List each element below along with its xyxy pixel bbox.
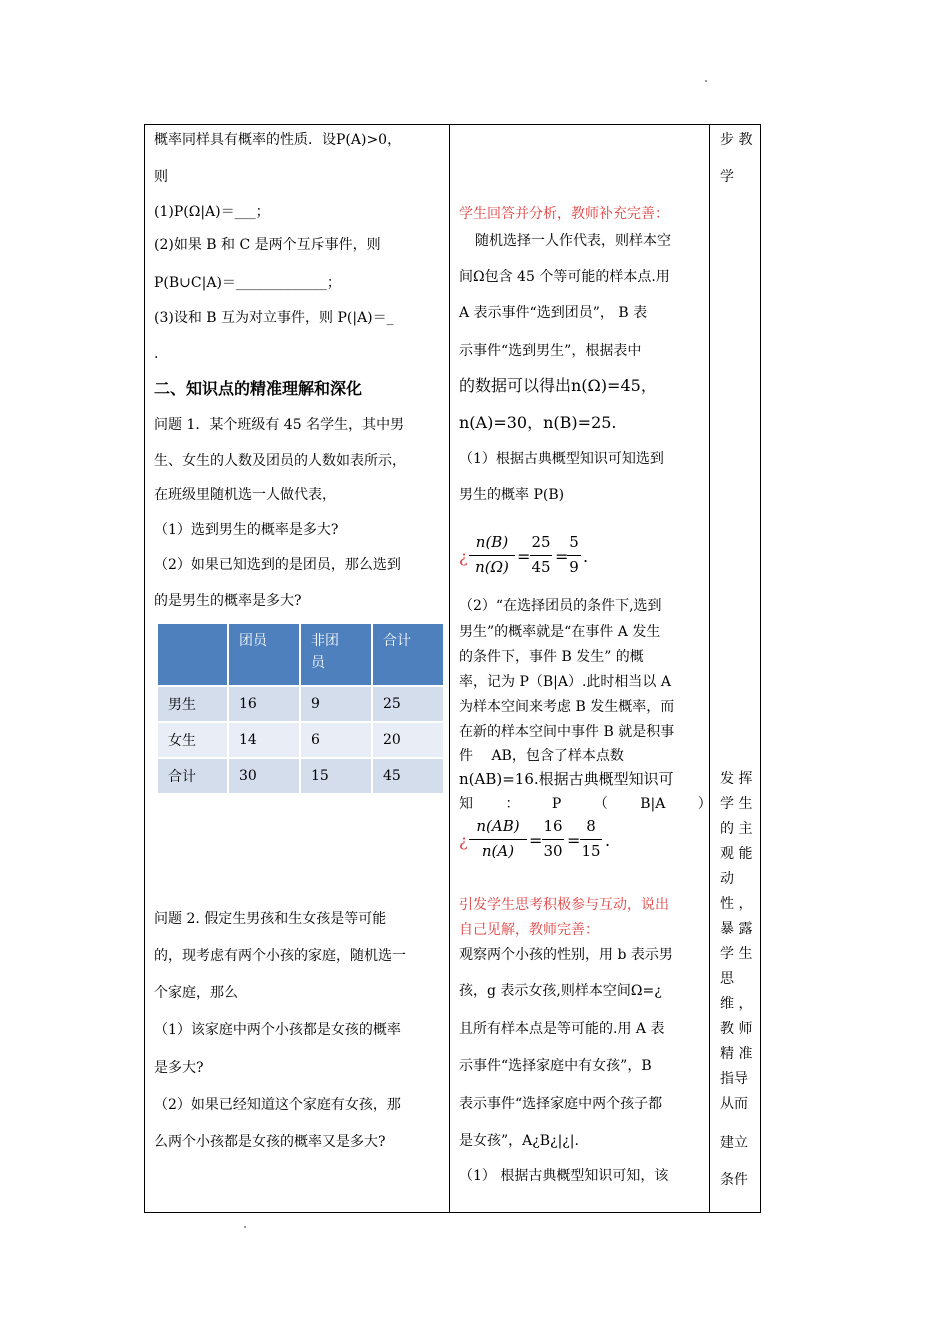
numerator: 5 <box>569 533 579 551</box>
teacher-note-1: 学生回答并分析，教师补充完善： <box>459 206 669 222</box>
answer-2-line-9: 知 ： P （ B|A ） <box>459 796 712 812</box>
denominator: 9 <box>569 558 579 576</box>
intent-line: 暴 露 <box>720 921 753 937</box>
table-row <box>158 687 443 721</box>
table-header-cell <box>158 624 227 685</box>
fraction-bar <box>580 839 602 840</box>
table-header-row <box>158 624 443 685</box>
denominator: 15 <box>581 842 601 860</box>
intent-line: 动 <box>720 871 734 887</box>
intent-line: 精 准 <box>720 1046 753 1062</box>
intent-line: 教 师 <box>720 1021 753 1037</box>
table-cell: 45 <box>373 759 443 793</box>
numerator: n(AB) <box>476 817 520 835</box>
answer-line-5: 的数据可以得出n(Ω)=45， <box>459 376 657 395</box>
table-cell: 女生 <box>158 723 227 757</box>
question-2-sub-2-line-2: 么两个小孩都是女孩的概率又是多大? <box>154 1134 386 1150</box>
question-2-line-1: 问题 2. 假定生男孩和生女孩是等可能 <box>154 911 387 927</box>
numerator: 16 <box>543 817 563 835</box>
table-cell: 合计 <box>158 759 227 793</box>
table-cell: 9 <box>301 687 371 721</box>
intent-top-2: 学 <box>720 169 734 185</box>
question-2-line-2: 的，现考虑有两个小孩的家庭，随机选一 <box>154 948 406 964</box>
answer-line-6: n(A)=30，n(B)=25. <box>459 413 617 432</box>
equals-sign: = <box>567 831 581 850</box>
question-1-sub-2-line-2: 的是男生的概率是多大? <box>154 593 302 609</box>
table-cell: 20 <box>373 723 443 757</box>
teacher-note-2-line-1: 引发学生思考积极参与互动，说出 <box>459 897 669 913</box>
table-cell: 6 <box>301 723 371 757</box>
answer-3-line-6: 是女孩”，A¿B¿|¿|. <box>459 1133 579 1149</box>
answer-3-line-4: 示事件“选择家庭中有女孩”，B <box>459 1058 652 1074</box>
intent-line: 学 生 <box>720 946 753 962</box>
fraction-bar <box>469 555 515 556</box>
formula-prefix: ¿ <box>459 831 468 850</box>
fraction <box>469 817 527 865</box>
header-text: 非团员 <box>311 633 339 671</box>
property-2-line-2: P(B∪C|A)＝_____________； <box>154 275 341 291</box>
answer-line-8: 男生的概率 P(B) <box>459 487 565 503</box>
intent-line: 性 ， <box>720 896 753 912</box>
table-cell: 14 <box>229 723 299 757</box>
numerator: n(B) <box>475 533 509 551</box>
denominator: 45 <box>531 558 551 576</box>
answer-2-line-2: 男生”的概率就是“在事件 A 发生 <box>459 624 661 640</box>
table-cell: 25 <box>373 687 443 721</box>
student-stats-table <box>156 622 445 795</box>
answer-3-line-2: 孩，g 表示女孩,则样本空间Ω=¿ <box>459 983 662 999</box>
period: . <box>605 831 611 850</box>
column-divider-1 <box>449 125 450 1212</box>
question-2-sub-1-line-1: （1）该家庭中两个小孩都是女孩的概率 <box>154 1022 401 1038</box>
fraction <box>530 533 552 581</box>
question-1-line-3: 在班级里随机选一人做代表， <box>154 487 336 503</box>
answer-3-line-3: 且所有样本点是等可能的.用 A 表 <box>459 1021 665 1037</box>
denominator: 30 <box>543 842 563 860</box>
answer-3-line-5: 表示事件“选择家庭中两个孩子都 <box>459 1096 663 1112</box>
table-header-cell <box>301 624 371 685</box>
answer-2-line-5: 为样本空间来考虑 B 发生概率，而 <box>459 699 675 715</box>
corner-dot-top <box>705 80 707 82</box>
intent-line: 的 主 <box>720 821 753 837</box>
fraction-bar <box>567 555 581 556</box>
property-1: (1)P(Ω|A)＝___； <box>154 204 270 220</box>
denominator: n(Ω) <box>475 558 509 576</box>
lesson-table <box>144 124 761 1213</box>
table-row <box>158 759 443 793</box>
intro-line-2: 则 <box>154 169 168 185</box>
table-header-cell: 团员 <box>229 624 299 685</box>
numerator: 25 <box>531 533 551 551</box>
answer-2-line-8: n(AB)=16.根据古典概型知识可 <box>459 770 674 788</box>
table-row <box>158 723 443 757</box>
answer-line-4: 示事件“选到男生”，根据表中 <box>459 343 642 359</box>
question-2-sub-1-line-2: 是多大? <box>154 1060 204 1076</box>
answer-line-7: （1）根据古典概型知识可知选到 <box>459 451 664 467</box>
equals-sign: = <box>555 547 569 566</box>
intent-line: 指导 <box>720 1071 748 1087</box>
question-2-sub-2-line-1: （2）如果已经知道这个家庭有女孩，那 <box>154 1097 401 1113</box>
numerator: 8 <box>586 817 596 835</box>
question-1-line-2: 生、女生的人数及团员的人数如表所示， <box>154 453 406 469</box>
equals-sign: = <box>517 547 531 566</box>
fraction <box>567 533 581 581</box>
corner-dot-bottom <box>244 1226 246 1228</box>
property-2-line-1: (2)如果 B 和 C 是两个互斥事件，则 <box>154 237 381 253</box>
answer-2-line-3: 的条件下，事件 B 发生” 的概 <box>459 649 644 665</box>
fraction-bar <box>542 839 564 840</box>
answer-2-line-4: 率，记为 P（B|A）.此时相当以 A <box>459 674 671 690</box>
period: . <box>583 547 589 566</box>
table-cell: 15 <box>301 759 371 793</box>
fraction-bar <box>469 839 527 840</box>
equals-sign: = <box>529 831 543 850</box>
intent-line: 从而 <box>720 1096 748 1112</box>
intent-line: 观 能 <box>720 846 753 862</box>
intent-bottom-2: 条件 <box>720 1172 748 1188</box>
section-title: 二、知识点的精准理解和深化 <box>154 379 363 398</box>
table-header-cell: 合计 <box>373 624 443 685</box>
intent-top-1: 步 教 <box>720 132 753 148</box>
fraction <box>542 817 564 865</box>
question-1-sub-2-line-1: （2）如果已知选到的是团员，那么选到 <box>154 557 401 573</box>
question-2-line-3: 个家庭，那么 <box>154 985 238 1001</box>
teacher-note-2-line-2: 自己见解，教师完善： <box>459 922 599 938</box>
answer-2-line-7: 件 AB，包含了样本点数 <box>459 748 624 764</box>
property-3-line-2: . <box>154 346 159 362</box>
property-3-line-1: (3)设和 B 互为对立事件，则 P(|A)＝_ <box>154 310 394 326</box>
intent-line: 学 生 <box>720 796 753 812</box>
question-1-line-1: 问题 1．某个班级有 45 名学生，其中男 <box>154 417 405 433</box>
column-divider-2 <box>709 125 710 1212</box>
answer-3-line-1: 观察两个小孩的性别，用 b 表示男 <box>459 947 673 963</box>
question-1-sub-1: （1）选到男生的概率是多大? <box>154 522 339 538</box>
fraction <box>469 533 515 581</box>
intent-bottom-1: 建立 <box>720 1135 748 1151</box>
intent-line: 思 <box>720 971 734 987</box>
table-cell: 16 <box>229 687 299 721</box>
denominator: n(A) <box>481 842 515 860</box>
answer-2-line-1: （2）“在选择团员的条件下,选到 <box>459 598 662 614</box>
answer-3-line-7: （1） 根据古典概型知识可知，该 <box>459 1168 669 1184</box>
answer-line-1: 随机选择一人作代表，则样本空 <box>475 233 671 249</box>
intent-line: 维 ， <box>720 996 753 1012</box>
table-cell: 男生 <box>158 687 227 721</box>
formula-prefix: ¿ <box>459 547 468 566</box>
table-cell: 30 <box>229 759 299 793</box>
answer-line-3: A 表示事件“选到团员”， B 表 <box>459 305 648 321</box>
fraction-bar <box>530 555 552 556</box>
answer-line-2: 间Ω包含 45 个等可能的样本点.用 <box>459 269 670 285</box>
intent-line: 发 挥 <box>720 771 753 787</box>
intro-line-1: 概率同样具有概率的性质．设P(A)>0， <box>154 132 402 148</box>
fraction <box>580 817 602 865</box>
answer-2-line-6: 在新的样本空间中事件 B 就是积事 <box>459 724 675 740</box>
